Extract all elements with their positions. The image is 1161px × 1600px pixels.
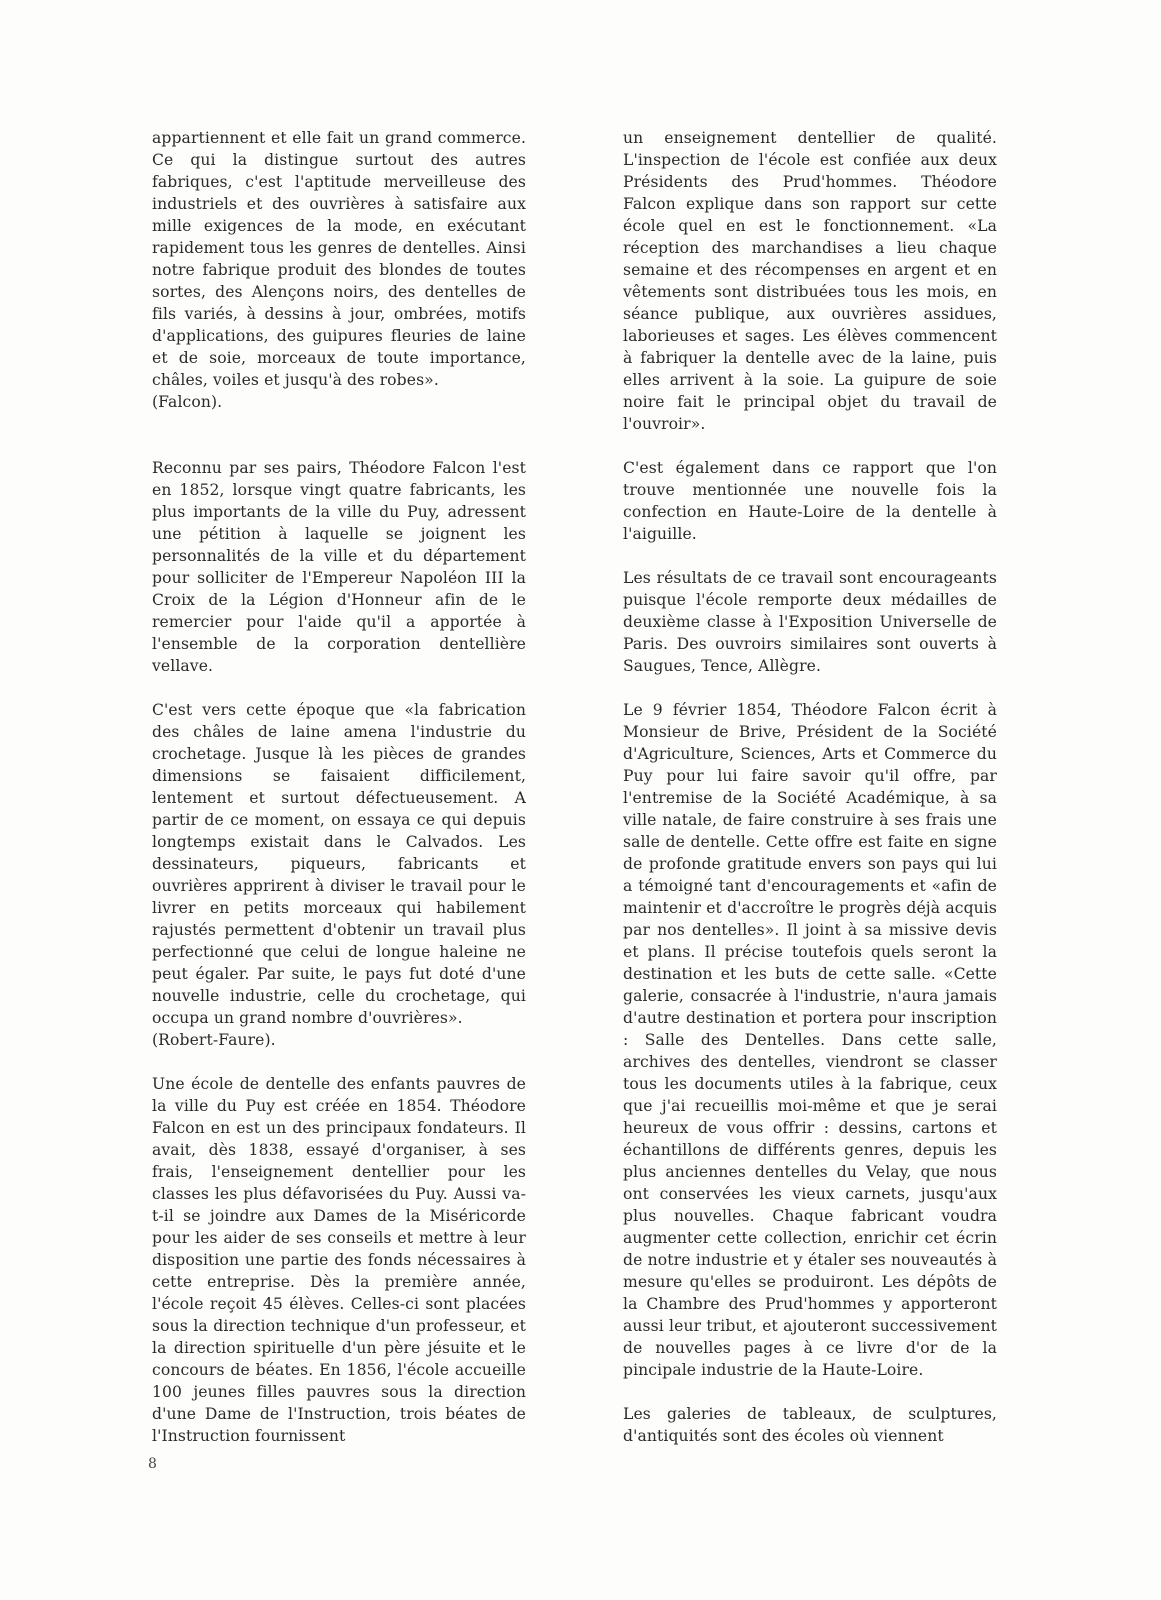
paragraph: C'est également dans ce rapport que l'on trouve mentionnée une nouvelle fois la confection en Haute-Loire de la dentelle à l'aiguille. <box>623 459 997 543</box>
paragraph: C'est vers cette époque que «la fabrication des châles de laine amena l'industrie du crochetage. Jusque là les pièces de grandes dimensions se faisaient difficilement, lentement et surtout défectueusement. A partir de ce moment, on essaya ce qui depuis longtemps existait dans le Calvados. Les dessinateurs, piqueurs, fabricants et ouvrières apprirent à diviser le travail pour le livrer en petits morceaux qui habilement rajustés permettent d'obtenir un travail plus perfectionné que celui de longue haleine ne peut égaler. Par suite, le pays fut doté d'une nouvelle industrie, celle du crochetage, qui occupa un grand nombre d'ouvrières». <box>152 701 526 1027</box>
paragraph: Les galeries de tableaux, de sculptures, d'antiquités sont des écoles où viennent <box>623 1405 997 1445</box>
paragraph: Une école de dentelle des enfants pauvres de la ville du Puy est créée en 1854. Théodore Falcon en est un des principaux fondateurs. Il avait, dès 1838, essayé d'organiser, à ses frais, l'enseignement dentellier pour les classes les plus défavorisées du Puy. Aussi va-t-il se joindre aux Dames de la Miséricorde pour les aider de ses conseils et mettre à leur disposition une partie des fonds nécessaires à cette entreprise. Dès la première année, l'école reçoit 45 élèves. Celles-ci sont placées sous la direction technique d'un professeur, et la direction spirituelle d'un père jésuite et le concours de béates. En 1856, l'école accueille 100 jeunes filles pauvres sous la direction d'une Dame de l'Instruction, trois béates de l'Instruction fournissent <box>152 1075 526 1445</box>
paragraph: Reconnu par ses pairs, Théodore Falcon l'est en 1852, lorsque vingt quatre fabricants, les plus importants de la ville du Puy, adressent une pétition à laquelle se joignent les personnalités de la ville et du département pour solliciter de l'Empereur Napoléon III la Croix de la Légion d'Honneur afin de le remercier pour l'aide qu'il a apportée à l'ensemble de la corporation dentellière vellave. <box>152 459 526 675</box>
paragraph: Le 9 février 1854, Théodore Falcon écrit à Monsieur de Brive, Président de la Société d'Agriculture, Sciences, Arts et Commerce du Puy pour lui faire savoir qu'il offre, par l'entremise de la Société Académique, à sa ville natale, de faire construire à ses frais une salle de dentelle. Cette offre est faite en signe de profonde gratitude envers son pays qui lui a témoigné tant d'encouragements et «afin de maintenir et d'accroître le progrès déjà acquis par nos dentelles». Il joint à sa missive devis et plans. Il précise toutefois quels seront la destination et les buts de cette salle. «Cette galerie, consacrée à l'industrie, n'aura jamais d'autre destination et portera pour inscription : Salle des Dentelles. Dans cette salle, archives des dentelles, viendront se classer tous les documents utiles à la fabrique, ceux que j'ai recueillis moi-même et que je serai heureux de vous offrir : dessins, cartons et échantillons de différents genres, depuis les plus anciennes dentelles du Velay, que nous ont conservées les vieux carnets, jusqu'aux plus nouvelles. Chaque fabricant voudra augmenter cette collection, enrichir cet écrin de notre industrie et y étaler ses nouveautés à mesure qu'elles se produiront. Les dépôts de la Chambre des Prud'hommes y apporteront aussi leur tribut, et ajouteront successivement de nouvelles pages à ce livre d'or de la pincipale industrie de la Haute-Loire. <box>623 701 997 1379</box>
page-number: 8 <box>148 1456 157 1472</box>
paragraph: appartiennent et elle fait un grand commerce. Ce qui la distingue surtout des autres fabriques, c'est l'aptitude merveilleuse des industriels et des ouvrières à satisfaire aux mille exigences de la mode, en exécutant rapidement tous les genres de dentelles. Ainsi notre fabrique produit des blondes de toutes sortes, des Alençons noirs, des dentelles de fils variés, à dessins à jour, ombrées, motifs d'applications, des guipures fleuries de laine et de soie, morceaux de toute importance, châles, voiles et jusqu'à des robes». <box>152 129 526 389</box>
paragraph: un enseignement dentellier de qualité. L'inspection de l'école est confiée aux deux Présidents des Prud'hommes. Théodore Falcon explique dans son rapport sur cette école quel en est le fonctionnement. «La réception des marchandises a lieu chaque semaine et des récompenses en argent et en vêtements sont distribuées tous les mois, en séance publique, aux ouvrières assidues, laborieuses et sages. Les élèves commencent à fabriquer la dentelle avec de la laine, puis elles arrivent à la soie. La guipure de soie noire fait le principal objet du travail de l'ouvroir». <box>623 129 997 433</box>
citation: (Robert-Faure). <box>152 1031 276 1049</box>
paragraph: Les résultats de ce travail sont encourageants puisque l'école remporte deux médailles de deuxième classe à l'Exposition Universelle de Paris. Des ouvroirs similaires sont ouverts à Saugues, Tence, Allègre. <box>623 569 997 675</box>
right-column <box>623 127 997 1447</box>
left-column <box>152 127 526 1447</box>
citation: (Falcon). <box>152 393 223 411</box>
